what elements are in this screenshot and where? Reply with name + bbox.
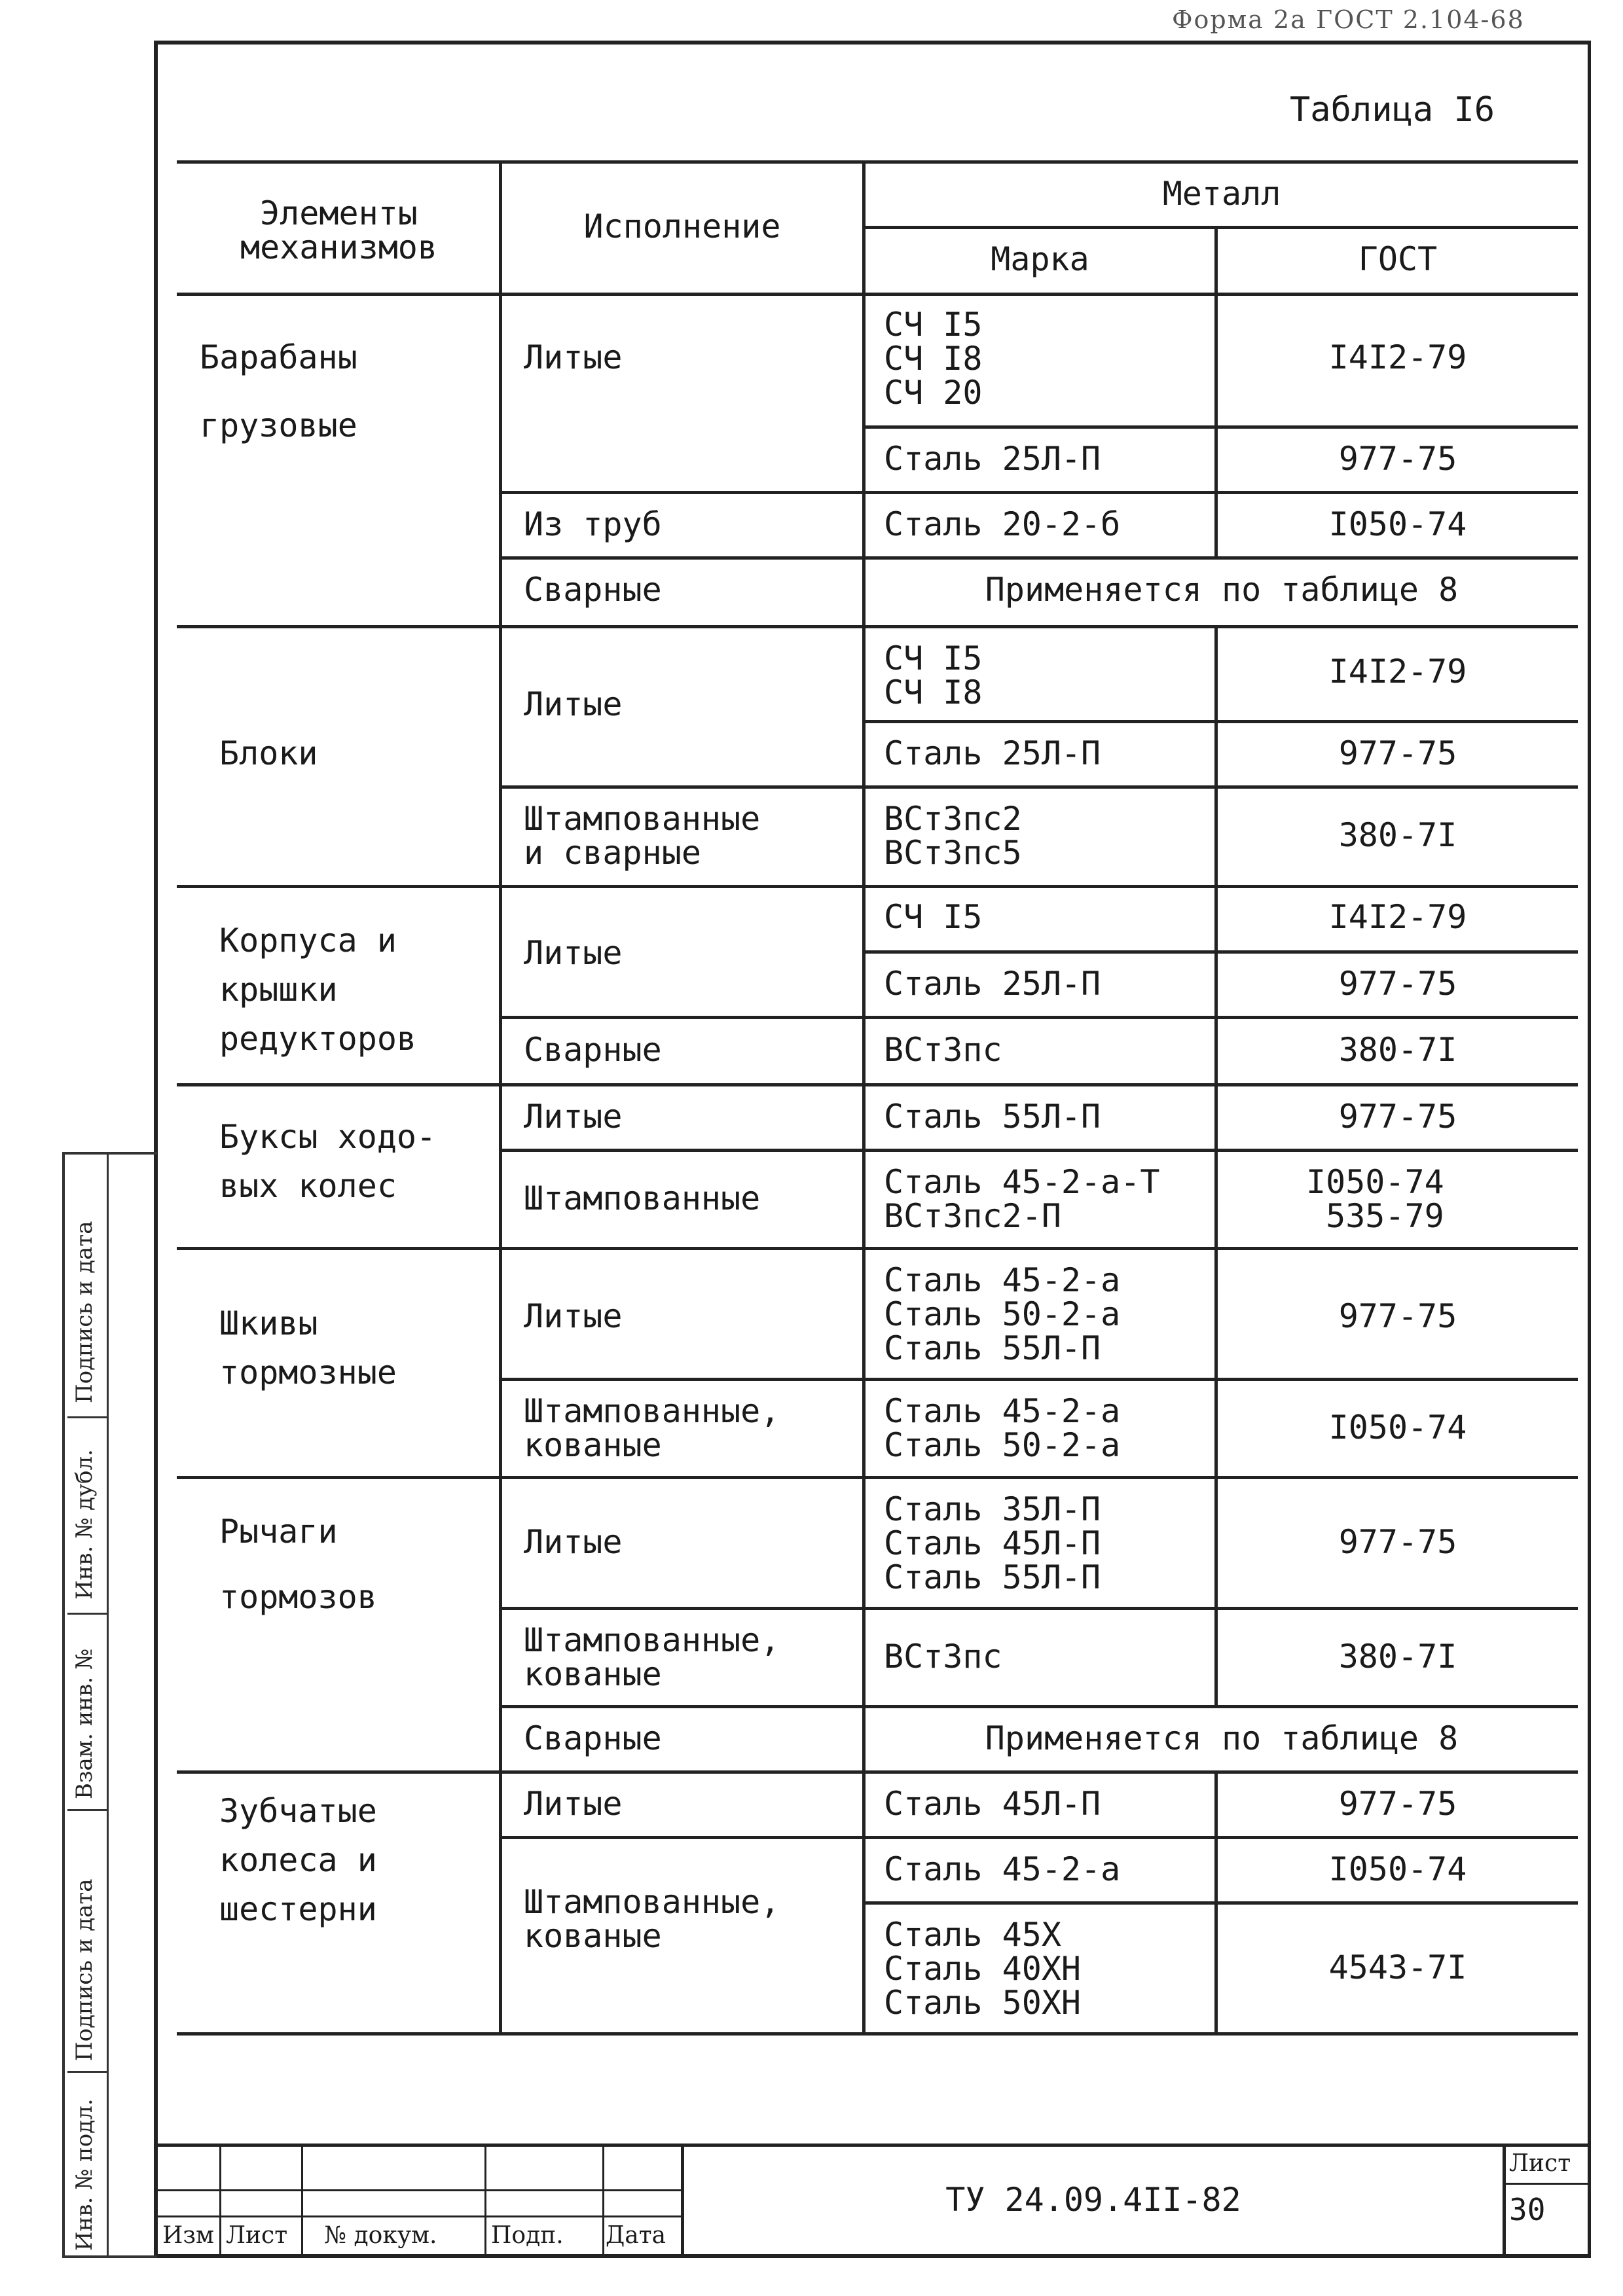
gost-cell: I050-74	[1328, 505, 1467, 543]
row-rule	[864, 720, 1578, 723]
grade-cell: Сталь 25Л-П	[884, 440, 1101, 478]
element-cell: Блоки	[219, 734, 318, 772]
grade-cell: ВСт3пс	[884, 1031, 1002, 1069]
grade-cell: Сталь 20-2-б	[884, 505, 1121, 543]
row-rule	[501, 785, 1578, 789]
execution-cell: Литые	[524, 1297, 623, 1335]
document-code: ТУ 24.09.4II-82	[945, 2181, 1241, 2219]
stamp-col-rule	[219, 2144, 221, 2255]
gost-cell: I050-74	[1328, 1408, 1467, 1446]
gost-cell: I4I2-79	[1328, 898, 1467, 936]
strip-label-inv-dubl: Инв. № дубл.	[71, 1449, 98, 1600]
gost-cell: 977-75	[1338, 1098, 1457, 1136]
sheet-number: 30	[1509, 2192, 1546, 2227]
execution-cell: Литые	[524, 1523, 623, 1561]
execution-cell: Литые	[524, 1785, 623, 1823]
header-grade: Марка	[991, 240, 1089, 278]
stamp-col-rule	[602, 2144, 604, 2255]
header-execution: Исполнение	[583, 207, 781, 245]
row-rule	[177, 1247, 1578, 1250]
grade-cell: Сталь 45-2-а Сталь 50-2-а	[884, 1392, 1121, 1464]
gost-cell: 380-7I	[1338, 1031, 1457, 1069]
table-top-rule	[177, 160, 1578, 164]
gost-cell: 380-7I	[1338, 1638, 1457, 1676]
execution-cell: Литые	[524, 934, 623, 972]
table-bottom-rule	[177, 2032, 1578, 2036]
element-cell: Рычаги тормозов	[219, 1513, 377, 1616]
element-cell: Буксы ходо- вых колес	[219, 1118, 437, 1205]
element-cell: Шкивы тормозные	[219, 1304, 397, 1391]
grade-cell: Сталь 45-2-а	[884, 1850, 1121, 1888]
execution-cell: Литые	[524, 338, 623, 376]
row-rule	[501, 1149, 1578, 1152]
stamp-col-rule	[484, 2144, 486, 2255]
gost-cell: I4I2-79	[1328, 653, 1467, 691]
execution-cell: Литые	[524, 1098, 623, 1136]
header-metal: Металл	[1162, 175, 1281, 213]
strip-label-sign-date-2: Подпись и дата	[71, 1878, 98, 2061]
gost-cell: 380-7I	[1338, 816, 1457, 854]
execution-cell: Сварные	[524, 1719, 662, 1757]
gost-cell: I4I2-79	[1328, 338, 1467, 376]
form-label: Форма 2а ГОСТ 2.104-68	[1172, 5, 1525, 34]
row-rule	[864, 425, 1578, 429]
row-rule	[177, 1083, 1578, 1086]
header-gost: ГОСТ	[1358, 240, 1438, 278]
row-rule	[177, 885, 1578, 888]
stamp-col-list: Лист	[226, 2222, 288, 2249]
stamp-col-rule	[1503, 2144, 1506, 2255]
element-cell: Корпуса и крышки редукторов	[219, 922, 417, 1058]
row-rule	[864, 950, 1578, 954]
stamp-col-izm: Изм	[162, 2222, 215, 2249]
row-rule	[501, 1836, 1578, 1839]
element-cell: Барабаны грузовые	[200, 338, 357, 444]
execution-cell: Литые	[524, 685, 623, 723]
span-cell: Применяется по таблице 8	[985, 571, 1459, 609]
row-rule	[501, 1378, 1578, 1381]
row-rule	[864, 1901, 1578, 1905]
execution-cell: Штампованные и сварные	[524, 800, 761, 872]
execution-cell: Штампованные, кованые	[524, 1883, 780, 1955]
grade-cell: ВСт3пс	[884, 1638, 1002, 1676]
grade-cell: СЧ I5 СЧ I8	[884, 639, 983, 711]
gost-cell: 4543-7I	[1328, 1948, 1467, 1986]
gost-cell: 977-75	[1338, 1523, 1457, 1561]
row-rule	[177, 625, 1578, 628]
stamp-col-doc: № докум.	[324, 2222, 437, 2249]
row-rule	[501, 1607, 1578, 1610]
grade-cell: Сталь 45Л-П	[884, 1785, 1101, 1823]
span-cell: Применяется по таблице 8	[985, 1719, 1459, 1757]
stamp-col-date: Дата	[606, 2222, 666, 2249]
grade-cell: Сталь 45Х Сталь 40ХН Сталь 50ХН	[884, 1916, 1082, 2022]
grade-cell: Сталь 45-2-а Сталь 50-2-а Сталь 55Л-П	[884, 1261, 1121, 1367]
gost-cell: I050-74	[1328, 1850, 1467, 1888]
execution-cell: Штампованные, кованые	[524, 1392, 780, 1464]
gost-cell: 977-75	[1338, 1297, 1457, 1335]
gost-cell: 977-75	[1338, 440, 1457, 478]
gost-cell: 977-75	[1338, 1785, 1457, 1823]
grade-cell: Сталь 35Л-П Сталь 45Л-П Сталь 55Л-П	[884, 1490, 1101, 1596]
grade-cell: СЧ I5	[884, 898, 983, 936]
execution-cell: Из труб	[524, 505, 662, 543]
stamp-sheet-rule	[1503, 2183, 1591, 2185]
row-rule	[177, 1476, 1578, 1479]
strip-label-inv-orig: Инв. № подл.	[71, 2098, 98, 2251]
grade-cell: Сталь 25Л-П	[884, 734, 1101, 772]
grade-cell: Сталь 55Л-П	[884, 1098, 1101, 1136]
header-bottom-rule	[177, 293, 1578, 296]
row-rule	[501, 556, 1578, 560]
grade-cell: ВСт3пс2 ВСт3пс5	[884, 800, 1022, 872]
element-cell: Зубчатые колеса и шестерни	[219, 1792, 377, 1928]
row-rule	[501, 1016, 1578, 1019]
row-rule	[501, 491, 1578, 494]
grade-cell: Сталь 45-2-а-Т ВСт3пс2-П	[884, 1163, 1160, 1235]
strip-label-sign-date-1: Подпись и дата	[71, 1221, 98, 1403]
strip-label-vzam-inv: Взам. инв. №	[71, 1648, 98, 1799]
gost-cell: I050-74 535-79	[1306, 1163, 1444, 1235]
stamp-col-rule	[301, 2144, 303, 2255]
execution-cell: Штампованные	[524, 1179, 761, 1217]
grade-cell: Сталь 25Л-П	[884, 965, 1101, 1003]
execution-cell: Штампованные, кованые	[524, 1621, 780, 1693]
row-rule	[177, 1770, 1578, 1774]
grade-cell: СЧ I5 СЧ I8 СЧ 20	[884, 306, 983, 412]
header-metal-rule	[864, 226, 1578, 229]
stamp-col-podp: Подп.	[491, 2222, 564, 2249]
gost-cell: 977-75	[1338, 734, 1457, 772]
row-rule	[501, 1705, 1578, 1708]
col-rule	[499, 160, 502, 2036]
stamp-top-rule	[157, 2144, 1591, 2147]
execution-cell: Сварные	[524, 1031, 662, 1069]
header-elements: Элементы механизмов	[240, 194, 438, 266]
left-margin-strip	[62, 1152, 157, 2258]
sheet-label: Лист	[1509, 2150, 1571, 2177]
table-label: Таблица I6	[1290, 90, 1495, 130]
execution-cell: Сварные	[524, 571, 662, 609]
gost-cell: 977-75	[1338, 965, 1457, 1003]
